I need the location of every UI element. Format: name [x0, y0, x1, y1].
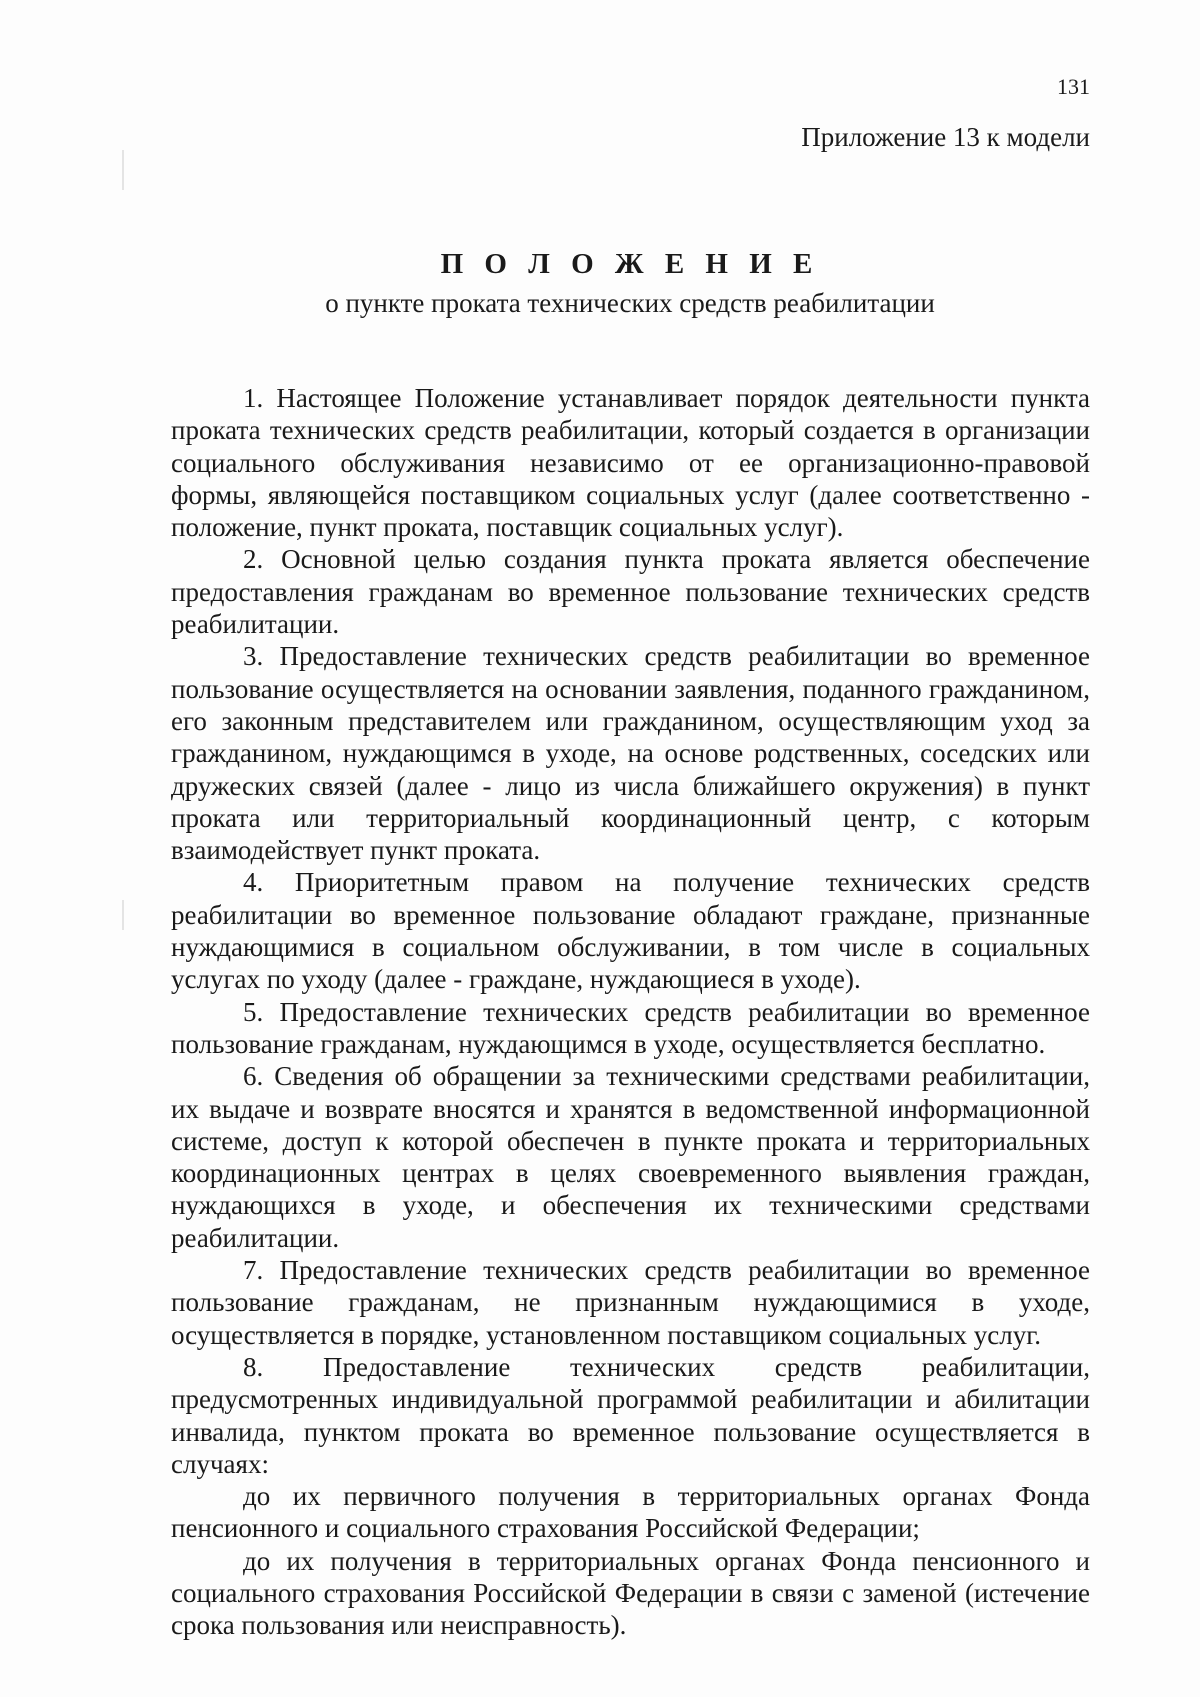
paragraph-8-case-2: до их получения в территориальных органах Фонда пенсионного и социального страхования Российской Федерации в связи с заменой (истечение срока пользования или неисправность). — [171, 1545, 1090, 1641]
document-body — [171, 382, 1090, 1642]
paragraph-6: 6. Сведения об обращении за техническими средствами реабилитации, их выдаче и возврате вносятся и хранятся в ведомственной информационной системе, доступ к которой обеспечен в пункте проката и территориальных координационных центрах в целях своевременного выявления граждан, нуждающихся в уходе, и обеспечения их техническими средствами реабилитации. — [171, 1061, 1090, 1253]
document-subtitle: о пункте проката технических средств реабилитации — [325, 288, 935, 318]
paragraph-2: 2. Основной целью создания пункта проката является обеспечение предоставления гражданам во временное пользование технических средств реабилитации. — [171, 544, 1090, 640]
paragraph-8: 8. Предоставление технических средств реабилитации, предусмотренных индивидуальной программой реабилитации и абилитации инвалида, пунктом проката во временное пользование осуществляется в случаях: — [171, 1351, 1090, 1479]
paragraph-7: 7. Предоставление технических средств реабилитации во временное пользование гражданам, не признанным нуждающимися в уходе, осуществляется в порядке, установленном поставщиком социальных услуг. — [171, 1255, 1090, 1350]
paragraph-3: 3. Предоставление технических средств реабилитации во временное пользование осуществляется на основании заявления, поданного гражданином, его законным представителем или гражданином, осуществляющим уход за гражданином, нуждающимся в уходе, на основе родственных, соседских или дружеских связей (далее - лицо из числа ближайшего окружения) в пункт проката или территориальный координационный центр, с которым взаимодействует пункт проката. — [171, 641, 1090, 866]
scan-edge-mark — [122, 150, 124, 190]
paragraph-5: 5. Предоставление технических средств реабилитации во временное пользование гражданам, нуждающимся в уходе, осуществляется бесплатно. — [171, 996, 1090, 1059]
page-number: 131 — [1057, 74, 1090, 99]
appendix-label: Приложение 13 к модели — [801, 122, 1090, 152]
paragraph-4: 4. Приоритетным правом на получение технических средств реабилитации во временное пользование обладают граждане, признанные нуждающимися в социальном обслуживании, в том числе в социальных услугах по уходу (далее - граждане, нуждающиеся в уходе). — [171, 867, 1090, 995]
paragraph-1: 1. Настоящее Положение устанавливает порядок деятельности пункта проката технических средств реабилитации, который создается в организации социального обслуживания независимо от ее организационно-правовой формы, являющейся поставщиком социальных услуг (далее соответственно - положение, пункт проката, поставщик социальных услуг). — [171, 383, 1090, 543]
document-title: П О Л О Ж Е Н И Е — [440, 248, 820, 280]
scan-edge-mark — [122, 900, 124, 930]
paragraph-8-case-1: до их первичного получения в территориальных органах Фонда пенсионного и социального страхования Российской Федерации; — [171, 1481, 1090, 1544]
